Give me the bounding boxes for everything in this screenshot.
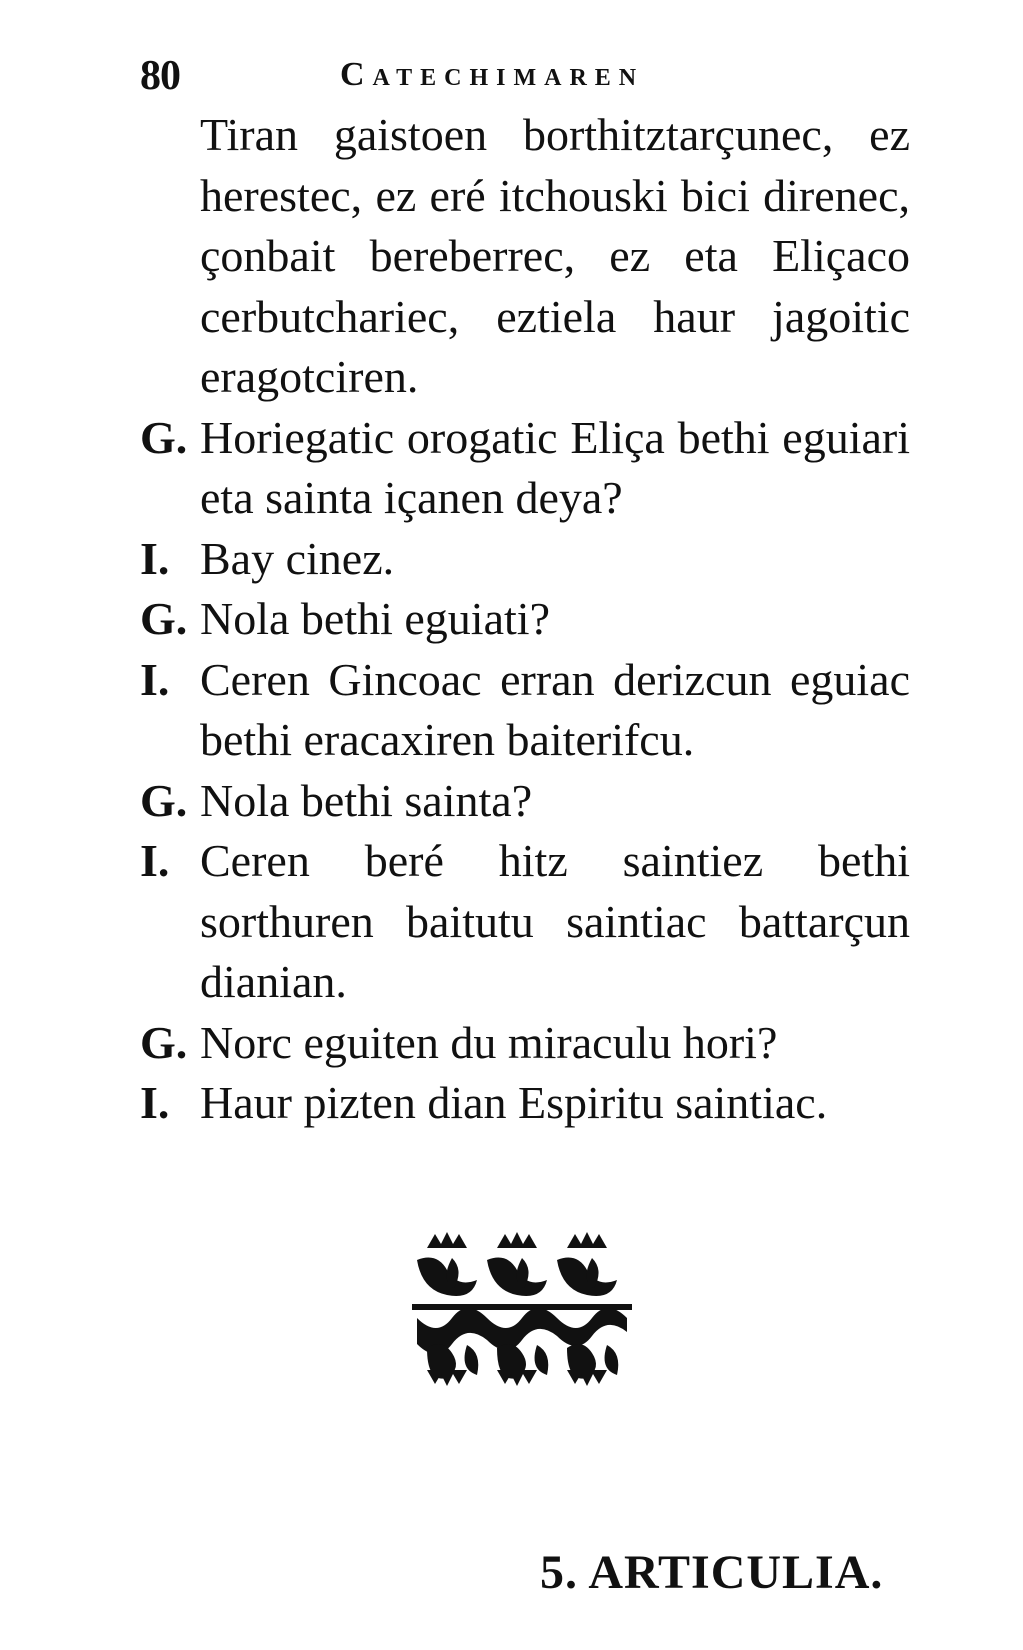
dialogue-entry bbox=[140, 589, 910, 650]
speaker-marker: I. bbox=[140, 835, 170, 886]
dialogue-entry bbox=[140, 529, 910, 590]
dialogue-entry bbox=[140, 650, 910, 771]
dialogue-entry bbox=[140, 771, 910, 832]
dialogue-entry bbox=[140, 831, 910, 1013]
dialogue-entry bbox=[140, 1013, 910, 1074]
entry-text: Nola bethi sainta? bbox=[200, 774, 533, 826]
entry-text: Horiegatic orogatic Eliça bethi eguiari eta sainta içanen deya? bbox=[200, 411, 910, 523]
catchword: 5. ARTICULIA. bbox=[540, 1546, 884, 1599]
speaker-marker: I. bbox=[140, 1077, 170, 1128]
speaker-marker: G. bbox=[140, 411, 188, 463]
page-number: 80 bbox=[140, 53, 180, 99]
scroll-pattern bbox=[412, 1258, 632, 1379]
entry-text: Norc eguiten du miraculu hori? bbox=[200, 1016, 778, 1068]
dialogue-entry bbox=[140, 105, 910, 408]
entry-text: Bay cinez. bbox=[200, 532, 395, 584]
page-header bbox=[140, 52, 910, 102]
speaker-marker: G. bbox=[140, 593, 188, 644]
entry-text: Tiran gaistoen borthitztarçunec, ez herestec, ez eré itchouski bici direnec, çonbait bereberrec, ez eta Eliçaco cerbutchariec, eztiela haur jagoitic eragotciren. bbox=[200, 109, 910, 402]
entry-text: Ceren Gincoac erran derizcun eguiac bethi eracaxiren baiterifcu. bbox=[200, 653, 910, 765]
speaker-marker: G. bbox=[140, 774, 188, 826]
entry-text: Haur pizten dian Espiritu saintiac. bbox=[200, 1077, 828, 1128]
fleuron-ornament-icon bbox=[412, 1230, 632, 1388]
speaker-marker: G. bbox=[140, 1016, 188, 1068]
running-head: Catechimaren bbox=[340, 56, 645, 93]
crown-motif bbox=[427, 1232, 607, 1248]
dialogue-entry bbox=[140, 408, 910, 529]
dialogue-entry bbox=[140, 1073, 910, 1134]
entry-text: Ceren beré hitz saintiez bethi sorthuren baitutu saintiac battarçun dianian. bbox=[200, 835, 910, 1007]
catechism-text bbox=[140, 105, 910, 1134]
entry-text: Nola bethi eguiati? bbox=[200, 593, 550, 644]
speaker-marker: I. bbox=[140, 532, 170, 584]
speaker-marker: I. bbox=[140, 653, 170, 705]
